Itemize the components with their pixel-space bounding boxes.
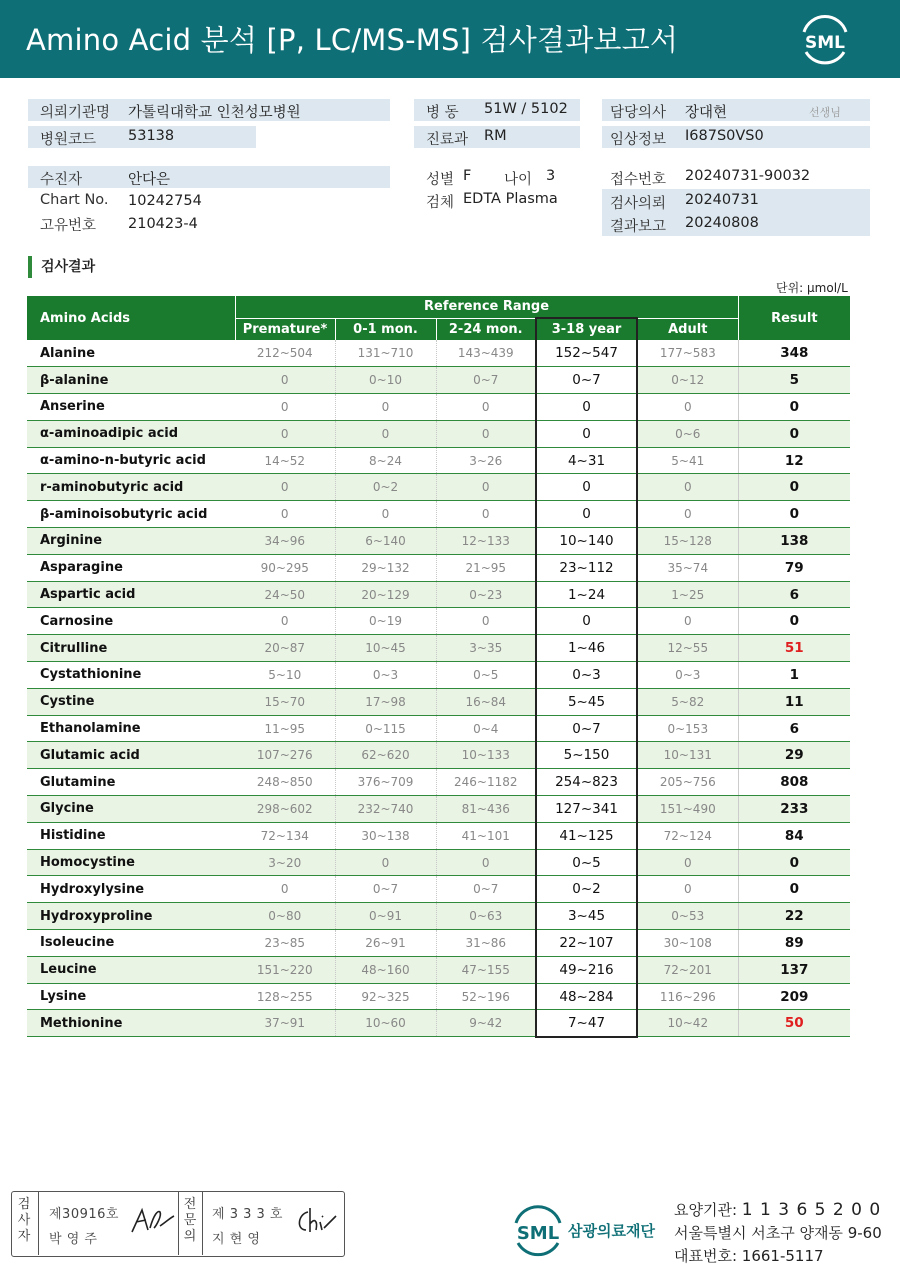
reference-range-cell: 3~20 (235, 849, 335, 876)
reference-range-cell: 0 (235, 608, 335, 635)
reference-range-cell: 0 (536, 394, 637, 421)
table-row (27, 474, 850, 501)
table-row (27, 528, 850, 555)
reference-range-cell: 10~60 (335, 1010, 436, 1037)
reference-range-cell: 5~41 (637, 447, 738, 474)
reference-range-cell: 49~216 (536, 956, 637, 983)
reference-range-cell: 10~133 (436, 742, 536, 769)
reference-range-cell: 128~255 (235, 983, 335, 1010)
sex-value: F (463, 168, 472, 184)
reference-range-cell: 90~295 (235, 554, 335, 581)
reference-range-cell: 0 (637, 394, 738, 421)
specimen-value: EDTA Plasma (463, 191, 558, 207)
table-row (27, 876, 850, 903)
table-row (27, 367, 850, 394)
result-value: 348 (738, 340, 850, 367)
reference-range-cell: 0~7 (335, 876, 436, 903)
age-label: 나이 (504, 172, 533, 188)
amino-acid-name: Glutamic acid (27, 742, 235, 769)
reference-range-cell: 0 (536, 474, 637, 501)
result-value: 79 (738, 554, 850, 581)
table-row (27, 956, 850, 983)
reference-range-cell: 15~128 (637, 528, 738, 555)
amino-acid-name: Ethanolamine (27, 715, 235, 742)
reference-range-cell: 21~95 (436, 554, 536, 581)
table-row (27, 394, 850, 421)
reference-range-cell: 5~82 (637, 688, 738, 715)
report-title: Amino Acid 분석 [P, LC/MS-MS] 검사결과보고서 (26, 23, 679, 57)
reference-range-cell: 0 (235, 394, 335, 421)
reference-range-cell: 0 (235, 367, 335, 394)
amino-acid-name: Leucine (27, 956, 235, 983)
col-header-range: 2-24 mon. (436, 318, 536, 340)
org-name: 삼광의료재단 (568, 1222, 655, 1240)
clinical-label: 임상정보 (610, 132, 667, 148)
reference-range-cell: 131~710 (335, 340, 436, 367)
amino-acid-name: Isoleucine (27, 930, 235, 957)
reference-range-cell: 4~31 (536, 447, 637, 474)
reference-range-cell: 0 (637, 876, 738, 903)
reference-range-cell: 92~325 (335, 983, 436, 1010)
col-header-range: 3-18 year (536, 318, 637, 340)
reference-range-cell: 0 (536, 420, 637, 447)
reference-range-cell: 298~602 (235, 796, 335, 823)
doctor-value: 장대현 (685, 105, 728, 121)
reference-range-cell: 72~201 (637, 956, 738, 983)
ward-label: 병 동 (426, 105, 459, 121)
report-header (0, 0, 900, 78)
result-value: 12 (738, 447, 850, 474)
reference-range-cell: 35~74 (637, 554, 738, 581)
sml-logo (796, 12, 854, 66)
reference-range-cell: 26~91 (335, 930, 436, 957)
table-row (27, 554, 850, 581)
reference-range-cell: 205~756 (637, 769, 738, 796)
reference-range-cell: 0 (335, 394, 436, 421)
reference-range-cell: 152~547 (536, 340, 637, 367)
receipt-value: 20240731-90032 (685, 168, 811, 184)
result-value: 1 (738, 662, 850, 689)
report-label: 결과보고 (610, 219, 667, 235)
specialist-signature (292, 1204, 338, 1238)
examinee-label: 수진자 (40, 172, 83, 188)
result-value: 89 (738, 930, 850, 957)
reference-range-cell: 24~50 (235, 581, 335, 608)
reference-range-cell: 0 (637, 608, 738, 635)
reference-range-cell: 0~7 (536, 715, 637, 742)
request-label: 검사의뢰 (610, 196, 667, 212)
examinee-value: 안다은 (128, 172, 171, 188)
result-value: 0 (738, 849, 850, 876)
reference-range-cell: 0~10 (335, 367, 436, 394)
reference-range-cell: 0 (235, 501, 335, 528)
reference-range-cell: 41~125 (536, 822, 637, 849)
amino-acid-name: Glutamine (27, 769, 235, 796)
signature-box (11, 1191, 345, 1257)
reference-range-cell: 232~740 (335, 796, 436, 823)
chart-value: 10242754 (128, 193, 202, 209)
reference-range-cell: 0~12 (637, 367, 738, 394)
reference-range-cell: 0~7 (536, 367, 637, 394)
reference-range-cell: 254~823 (536, 769, 637, 796)
result-value: 6 (738, 715, 850, 742)
reference-range-cell: 48~284 (536, 983, 637, 1010)
department-value: RM (484, 128, 507, 144)
reference-range-cell: 9~42 (436, 1010, 536, 1037)
reference-range-cell: 0~53 (637, 903, 738, 930)
amino-acid-name: α-aminoadipic acid (27, 420, 235, 447)
amino-acid-name: Cystathionine (27, 662, 235, 689)
col-header-amino: Amino Acids (27, 296, 235, 340)
hospital-code-label: 병원코드 (40, 132, 97, 148)
specialist-name: 지 현 영 (212, 1232, 261, 1247)
amino-acid-name: Histidine (27, 822, 235, 849)
amino-acid-name: Alanine (27, 340, 235, 367)
reference-range-cell: 5~150 (536, 742, 637, 769)
footer-logo (510, 1203, 566, 1259)
reference-range-cell: 0 (335, 849, 436, 876)
reference-range-cell: 15~70 (235, 688, 335, 715)
reference-range-cell: 0~80 (235, 903, 335, 930)
col-header-range: 0-1 mon. (335, 318, 436, 340)
reference-range-cell: 127~341 (536, 796, 637, 823)
examiner-signature (128, 1204, 178, 1238)
reference-range-cell: 29~132 (335, 554, 436, 581)
amino-acid-name: Carnosine (27, 608, 235, 635)
result-value: 209 (738, 983, 850, 1010)
reference-range-cell: 0 (536, 501, 637, 528)
amino-acid-name: Lysine (27, 983, 235, 1010)
reference-range-cell: 0~115 (335, 715, 436, 742)
reference-range-cell: 0 (536, 608, 637, 635)
reference-range-cell: 10~45 (335, 635, 436, 662)
reference-range-cell: 5~10 (235, 662, 335, 689)
reference-range-cell: 5~45 (536, 688, 637, 715)
amino-acid-name: β-alanine (27, 367, 235, 394)
amino-acid-name: Homocystine (27, 849, 235, 876)
specimen-label: 검체 (426, 195, 455, 211)
reference-range-cell: 10~42 (637, 1010, 738, 1037)
reference-range-cell: 6~140 (335, 528, 436, 555)
institution-value: 가톨릭대학교 인천성모병원 (128, 105, 301, 121)
amino-acid-name: r-aminobutyric acid (27, 474, 235, 501)
result-value: 0 (738, 394, 850, 421)
result-value: 0 (738, 608, 850, 635)
examiner-name: 박 영 주 (49, 1232, 98, 1247)
reference-range-cell: 11~95 (235, 715, 335, 742)
col-header-reference: Reference Range (235, 296, 738, 318)
reference-range-cell: 14~52 (235, 447, 335, 474)
reference-range-cell: 41~101 (436, 822, 536, 849)
reference-range-cell: 0 (235, 420, 335, 447)
amino-acid-name: Methionine (27, 1010, 235, 1037)
table-row (27, 420, 850, 447)
table-row (27, 635, 850, 662)
reference-range-cell: 0 (436, 394, 536, 421)
result-value: 11 (738, 688, 850, 715)
reference-range-cell: 248~850 (235, 769, 335, 796)
result-value: 138 (738, 528, 850, 555)
result-value: 0 (738, 501, 850, 528)
clinical-value: I687S0VS0 (685, 128, 764, 144)
table-row (27, 983, 850, 1010)
table-row (27, 903, 850, 930)
reference-range-cell: 3~45 (536, 903, 637, 930)
result-value: 50 (738, 1010, 850, 1037)
result-value: 6 (738, 581, 850, 608)
reference-range-cell: 0 (436, 501, 536, 528)
reference-range-cell: 47~155 (436, 956, 536, 983)
logo-text: SML (805, 33, 845, 53)
reference-range-cell: 0~23 (436, 581, 536, 608)
result-value: 22 (738, 903, 850, 930)
reference-range-cell: 0~7 (436, 367, 536, 394)
result-value: 233 (738, 796, 850, 823)
reference-range-cell: 0~4 (436, 715, 536, 742)
care-number: 요양기관: 1 1 3 6 5 2 0 0 (674, 1200, 882, 1220)
result-value: 29 (738, 742, 850, 769)
table-row (27, 608, 850, 635)
reference-range-cell: 7~47 (536, 1010, 637, 1037)
reference-range-cell: 143~439 (436, 340, 536, 367)
reference-range-cell: 62~620 (335, 742, 436, 769)
amino-acid-name: Citrulline (27, 635, 235, 662)
reference-range-cell: 30~138 (335, 822, 436, 849)
reference-range-cell: 22~107 (536, 930, 637, 957)
result-value: 0 (738, 474, 850, 501)
sex-label: 성별 (426, 172, 455, 188)
reference-range-cell: 1~24 (536, 581, 637, 608)
reference-range-cell: 0 (637, 501, 738, 528)
col-header-result: Result (738, 296, 850, 340)
reference-range-cell: 72~134 (235, 822, 335, 849)
reference-range-cell: 20~129 (335, 581, 436, 608)
reference-range-cell: 0 (335, 420, 436, 447)
reference-range-cell: 52~196 (436, 983, 536, 1010)
receipt-label: 접수번호 (610, 172, 667, 188)
department-label: 진료과 (426, 132, 469, 148)
reference-range-cell: 23~112 (536, 554, 637, 581)
report-value: 20240808 (685, 215, 759, 231)
col-header-range: Premature* (235, 318, 335, 340)
reference-range-cell: 17~98 (335, 688, 436, 715)
reference-range-cell: 10~140 (536, 528, 637, 555)
result-value: 0 (738, 420, 850, 447)
amino-acid-name: Asparagine (27, 554, 235, 581)
reference-range-cell: 10~131 (637, 742, 738, 769)
footer-logo-text: SML (516, 1223, 560, 1244)
table-row (27, 662, 850, 689)
reference-range-cell: 0~7 (436, 876, 536, 903)
amino-acid-name: Hydroxyproline (27, 903, 235, 930)
reference-range-cell: 177~583 (637, 340, 738, 367)
reference-range-cell: 12~55 (637, 635, 738, 662)
reference-range-cell: 0~5 (536, 849, 637, 876)
reference-range-cell: 3~35 (436, 635, 536, 662)
reference-range-cell: 0 (637, 849, 738, 876)
address: 서울특별시 서초구 양재동 9-60 (674, 1224, 882, 1242)
amino-acid-name: Anserine (27, 394, 235, 421)
amino-acid-name: Cystine (27, 688, 235, 715)
unique-label: 고유번호 (40, 218, 97, 234)
amino-acid-name: Arginine (27, 528, 235, 555)
table-row (27, 1010, 850, 1037)
amino-acid-name: Glycine (27, 796, 235, 823)
table-row (27, 688, 850, 715)
reference-range-cell: 0 (235, 876, 335, 903)
request-value: 20240731 (685, 192, 759, 208)
info-bar (28, 166, 390, 188)
result-value: 0 (738, 876, 850, 903)
reference-range-cell: 34~96 (235, 528, 335, 555)
chart-label: Chart No. (40, 192, 109, 208)
reference-range-cell: 0 (436, 608, 536, 635)
reference-range-cell: 0~91 (335, 903, 436, 930)
ward-value: 51W / 5102 (484, 101, 568, 117)
reference-range-cell: 0 (335, 501, 436, 528)
reference-range-cell: 1~46 (536, 635, 637, 662)
table-row (27, 796, 850, 823)
reference-range-cell: 376~709 (335, 769, 436, 796)
age-value: 3 (546, 168, 556, 184)
reference-range-cell: 0~5 (436, 662, 536, 689)
result-value: 137 (738, 956, 850, 983)
reference-range-cell: 0~63 (436, 903, 536, 930)
table-row (27, 581, 850, 608)
table-row (27, 849, 850, 876)
amino-acid-name: Hydroxylysine (27, 876, 235, 903)
results-table (27, 296, 850, 1038)
result-value: 84 (738, 822, 850, 849)
reference-range-cell: 0~6 (637, 420, 738, 447)
result-value: 51 (738, 635, 850, 662)
reference-range-cell: 212~504 (235, 340, 335, 367)
reference-range-cell: 0~2 (335, 474, 436, 501)
unit-label: 단위: μmol/L (776, 281, 848, 295)
reference-range-cell: 20~87 (235, 635, 335, 662)
reference-range-cell: 23~85 (235, 930, 335, 957)
reference-range-cell: 0~2 (536, 876, 637, 903)
specialist-number: 제 3 3 3 호 (212, 1207, 283, 1222)
reference-range-cell: 0~3 (335, 662, 436, 689)
reference-range-cell: 116~296 (637, 983, 738, 1010)
reference-range-cell: 151~490 (637, 796, 738, 823)
reference-range-cell: 0~3 (536, 662, 637, 689)
reference-range-cell: 0 (637, 474, 738, 501)
section-title: 검사결과 (28, 256, 95, 278)
reference-range-cell: 12~133 (436, 528, 536, 555)
reference-range-cell: 0 (436, 849, 536, 876)
amino-acid-name: Aspartic acid (27, 581, 235, 608)
reference-range-cell: 0 (436, 420, 536, 447)
col-header-range: Adult (637, 318, 738, 340)
reference-range-cell: 107~276 (235, 742, 335, 769)
result-value: 5 (738, 367, 850, 394)
examiner-label: 검 사 자 (17, 1197, 31, 1244)
reference-range-cell: 0 (436, 474, 536, 501)
reference-range-cell: 0~153 (637, 715, 738, 742)
reference-range-cell: 151~220 (235, 956, 335, 983)
result-value: 808 (738, 769, 850, 796)
table-row (27, 769, 850, 796)
table-row (27, 742, 850, 769)
table-row (27, 501, 850, 528)
reference-range-cell: 0~19 (335, 608, 436, 635)
doctor-label: 담당의사 (610, 105, 667, 121)
doctor-suffix: 선생님 (809, 106, 841, 119)
reference-range-cell: 1~25 (637, 581, 738, 608)
reference-range-cell: 246~1182 (436, 769, 536, 796)
institution-label: 의뢰기관명 (40, 105, 111, 121)
table-row (27, 822, 850, 849)
phone: 대표번호: 1661-5117 (674, 1247, 824, 1265)
unique-value: 210423-4 (128, 216, 198, 232)
amino-acid-name: α-amino-n-butyric acid (27, 447, 235, 474)
reference-range-cell: 81~436 (436, 796, 536, 823)
reference-range-cell: 0~3 (637, 662, 738, 689)
reference-range-cell: 48~160 (335, 956, 436, 983)
table-row (27, 340, 850, 367)
reference-range-cell: 31~86 (436, 930, 536, 957)
reference-range-cell: 37~91 (235, 1010, 335, 1037)
reference-range-cell: 3~26 (436, 447, 536, 474)
table-row (27, 715, 850, 742)
table-row (27, 930, 850, 957)
reference-range-cell: 0 (235, 474, 335, 501)
reference-range-cell: 30~108 (637, 930, 738, 957)
reference-range-cell: 16~84 (436, 688, 536, 715)
reference-range-cell: 72~124 (637, 822, 738, 849)
hospital-code-value: 53138 (128, 128, 175, 144)
examiner-number: 제30916호 (49, 1207, 119, 1222)
specialist-label: 전 문 의 (183, 1197, 197, 1244)
amino-acid-name: β-aminoisobutyric acid (27, 501, 235, 528)
reference-range-cell: 8~24 (335, 447, 436, 474)
table-row (27, 447, 850, 474)
